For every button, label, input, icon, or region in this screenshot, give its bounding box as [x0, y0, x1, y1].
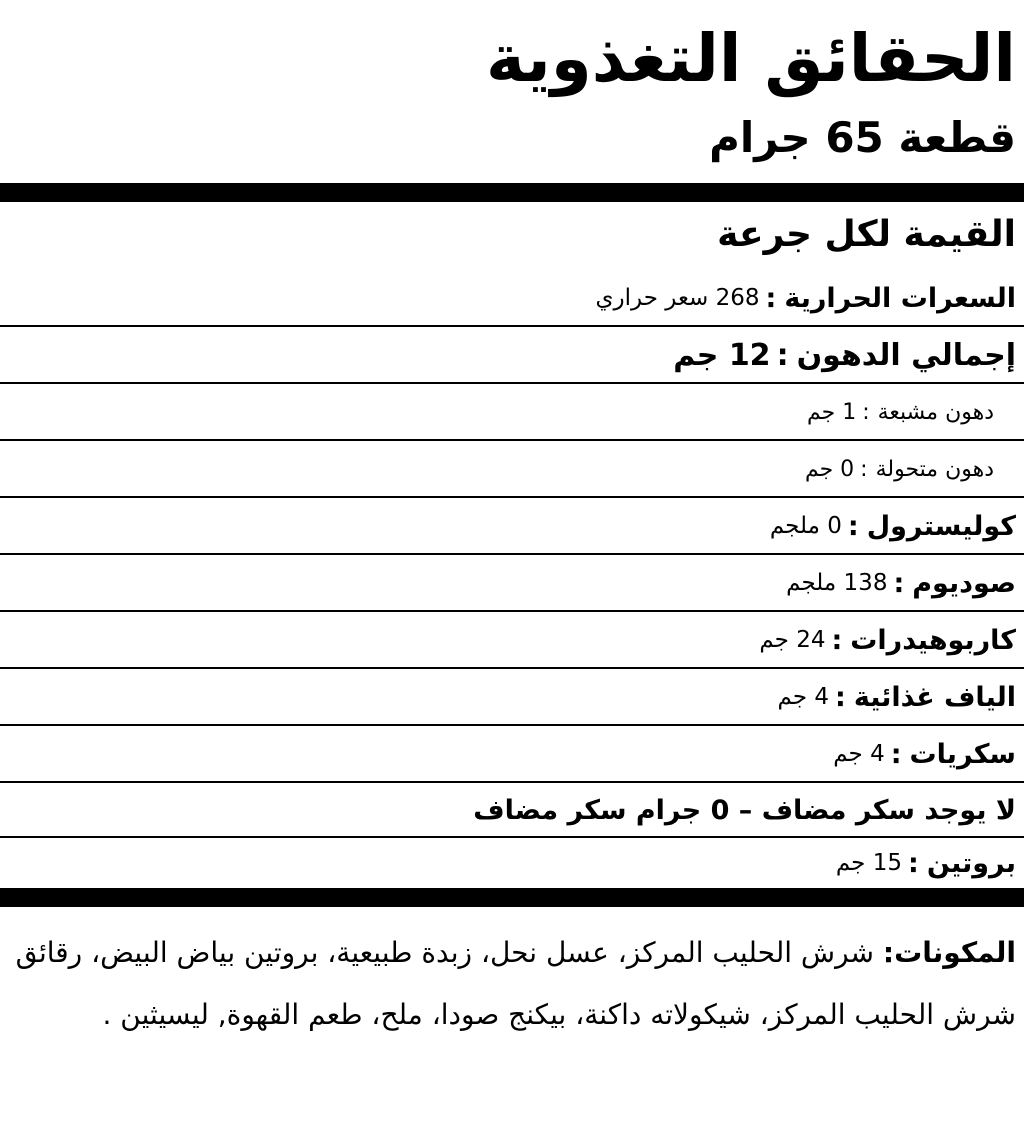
- row-separator: :: [776, 337, 789, 373]
- row-separator: :: [847, 510, 859, 542]
- row-separator: :: [835, 681, 846, 713]
- row-name: دهون متحولة: [875, 456, 994, 482]
- row-value: 4 جم: [777, 684, 830, 710]
- row-saturated-fat: [0, 385, 1024, 441]
- row-cholesterol: [0, 499, 1024, 555]
- row-dietary-fiber: [0, 670, 1024, 726]
- row-added-sugar-note: [0, 784, 1024, 838]
- row-trans-fat: [0, 442, 1024, 498]
- per-serving-heading: القيمة لكل جرعة: [717, 214, 1016, 255]
- row-value: 268 سعر حراري: [595, 285, 760, 311]
- ingredients-label: المكونات:: [882, 936, 1016, 969]
- row-name: إجمالي الدهون: [796, 337, 1016, 373]
- row-name: كاربوهيدرات: [850, 624, 1016, 656]
- row-value: 4 جم: [833, 741, 885, 767]
- row-value: 15 جم: [835, 850, 902, 876]
- row-name: دهون مشبعة: [877, 399, 994, 425]
- row-name: الياف غذائية: [853, 681, 1016, 713]
- row-sodium: [0, 556, 1024, 612]
- row-name: بروتين: [926, 847, 1016, 879]
- row-sugars: [0, 727, 1024, 783]
- row-separator: :: [860, 456, 868, 482]
- ingredients-section: [8, 922, 1016, 1046]
- ingredients-text: شرش الحليب المركز، عسل نحل، زبدة طبيعية، بروتين بياض البيض، رقائق شرش الحليب المركز، شيكولاته داكنة، بيكنج صودا، ملح، طعم القهوة, ليسيثين .: [15, 936, 1016, 1031]
- row-name: السعرات الحرارية: [784, 282, 1016, 314]
- row-separator: :: [765, 282, 777, 314]
- row-separator: :: [893, 567, 905, 599]
- label-title: الحقائق التغذوية: [485, 20, 1016, 97]
- row-value: 138 ملجم: [786, 570, 888, 596]
- row-separator: :: [908, 847, 919, 879]
- row-name: سكريات: [909, 738, 1016, 770]
- thick-divider-top: [0, 183, 1024, 202]
- row-value: 0 ملجم: [769, 513, 842, 539]
- row-separator: :: [890, 738, 902, 770]
- row-value: 24 جم: [759, 627, 826, 653]
- row-total-fat: [0, 328, 1024, 384]
- row-name: صوديوم: [912, 567, 1016, 599]
- row-value: 12 جم: [673, 337, 771, 373]
- row-protein: [0, 838, 1024, 888]
- row-carbohydrates: [0, 613, 1024, 669]
- serving-size: قطعة 65 جرام: [709, 113, 1016, 162]
- row-value: 0 جم: [804, 456, 855, 482]
- row-value: 1 جم: [806, 399, 857, 425]
- row-calories: [0, 271, 1024, 327]
- row-name: كوليسترول: [866, 510, 1016, 542]
- thick-divider-bottom: [0, 888, 1024, 907]
- row-separator: :: [862, 399, 870, 425]
- row-separator: :: [831, 624, 843, 656]
- row-name: لا يوجد سكر مضاف – 0 جرام سكر مضاف: [473, 794, 1016, 826]
